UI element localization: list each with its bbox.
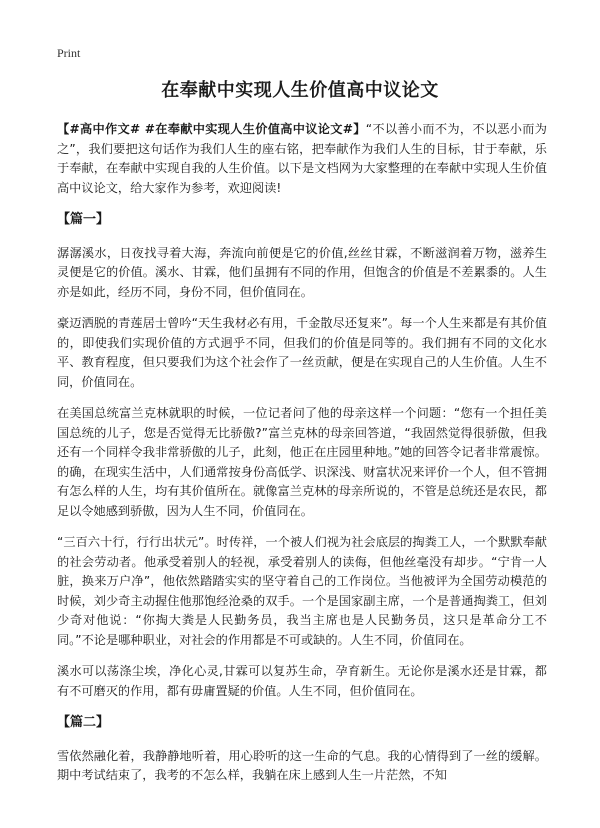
print-link[interactable]: Print (57, 46, 81, 60)
paragraph: 豪迈洒脱的青莲居士曾吟“天生我材必有用，千金散尽还复来”。每一个人生来都是有其价值的，即使我们实现价值的方式迥乎不同，但我们的价值是同等的。我们拥有不同的文化水平、教育程度，但只要我们为这个社会作了一丝贡献，便是在实现自己的人生价值。人生不同，价值同在。 (57, 316, 547, 389)
intro-paragraph (57, 120, 547, 198)
intro-text: “不以善小而不为，不以恶小而为之”，我们要把这句话作为我们人生的座右铭，把奉献作为我们人生的目标，甘于奉献，乐于奉献，在奉献中实现自我的人生价值。以下是文档网为大家整理的在奉献中实现人生价值高中议论文，给大家作为参考，欢迎阅读! (57, 122, 547, 195)
paragraph: 雪依然融化着，我静静地听着，用心聆听的这一生命的气息。我的心情得到了一丝的缓解。期中考试结束了，我考的不怎么样，我躺在床上感到人生一片茫然，不知 (57, 748, 547, 782)
paragraph: 溪水可以荡涤尘埃，净化心灵,甘霖可以复苏生命，孕育新生。无论你是溪水还是甘霖，都有不可磨灭的作用，都有毋庸置疑的价值。人生不同，但价值同在。 (57, 664, 547, 698)
paragraph: 潺潺溪水，日夜找寻着大海，奔流向前便是它的价值,丝丝甘霖，不断滋润着万物，滋养生灵便是它的价值。溪水、甘霖，他们虽拥有不同的作用，但饱含的价值是不差累黍的。人生亦是如此，经历不同，身份不同，但价值同在。 (57, 245, 547, 299)
section-heading-1: 【篇一】 (57, 212, 110, 227)
article-body (57, 120, 547, 798)
section-heading-2: 【篇二】 (57, 715, 110, 730)
page-title: 在奉献中实现人生价值高中议论文 (161, 80, 439, 101)
paragraph: 在美国总统富兰克林就职的时候，一位记者问了他的母亲这样一个问题：“您有一个担任美国总统的儿子，您是否觉得无比骄傲?”富兰克林的母亲回答道，“我固然觉得很骄傲，但我还有一个同样令我非常骄傲的儿子，此刻，他正在庄园里种地。”她的回答令记者非常震惊。的确，在现实生活中，人们通常按身份高低学、识深浅、财富状况来评价一个人，但不管拥有怎么样的人生，均有其价值所在。就像富兰克林的母亲所说的，不管是总统还是农民，都足以令她感到骄傲，因为人生不同，价值同在。 (57, 406, 547, 518)
paragraph: “三百六十行，行行出状元”。时传祥，一个被人们视为社会底层的掏粪工人，一个默默奉献的社会劳动者。他承受着别人的轻视，承受着别人的读侮，但他丝毫没有却步。“宁肯一人脏，换来万户净”，他依然踏踏实实的坚守着自己的工作岗位。当他被评为全国劳动模范的时候，刘少奇主动握住他那饱经沧桑的双手。一个是国家副主席，一个是普通掏粪工，但刘少奇对他说：“你掏大粪是人民勤务员，我当主席也是人民勤务员，这只是革命分工不同。”不论是哪种职业，对社会的作用都是不可或缺的。人生不同，价值同在。 (57, 535, 547, 647)
intro-tag: 【#高中作文# #在奉献中实现人生价值高中议论文#】 (57, 122, 366, 136)
